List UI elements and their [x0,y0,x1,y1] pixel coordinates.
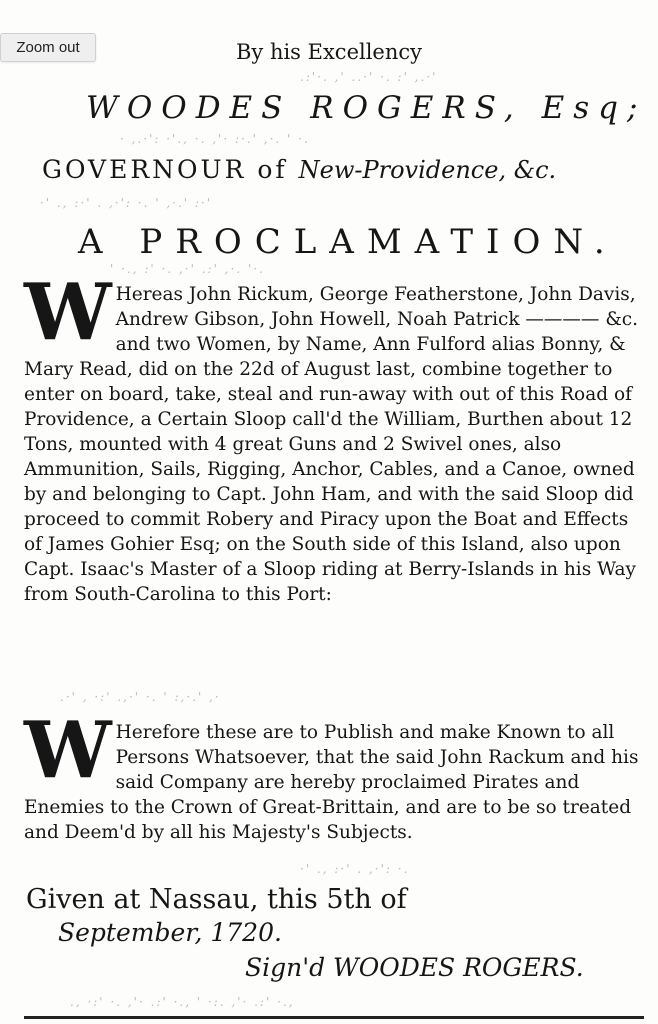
paragraph-text: Herefore these are to Publish and make Known to all Persons Whatsoever, that the said John Rackum and his said Company are hereby proclaimed Pirates and Enemies to the Crown of Great-Brittain, and are to be so treated and Deem'd by all his Majesty's Subjects. [24,722,639,843]
given-date: September, 1720. [58,918,282,947]
paragraph-whereas [24,267,646,607]
governor-name: WOODES ROGERS, Esq; [86,90,647,126]
governor-title [42,155,556,184]
excellency-line: By his Excellency [235,40,423,64]
faded-print-noise: ' ·., :' ·. ,·' .:' ,·. '·. [110,262,265,276]
paragraph-text: Hereas John Rickum, George Featherstone, John Davis, Andrew Gibson, John Howell, Noah Patrick ———— &c. and two Women, by Name, Ann Fulford alias Bonny, & Mary Read, did on the 22d of August last, combine together to enter on board, take, steal and run-away with out of this Road of Providence, a Certain Sloop call'd the William, Burthen about 12 Tons, mounted with 4 great Guns and 2 Swivel ones, also Ammunition, Sails, Rigging, Anchor, Cables, and a Canoe, owned by and belonging to Capt. John Ham, and with the said Sloop did proceed to commit Robery and Piracy upon the Boat and Effects of James Gohier Esq; on the South side of this Island, also upon Capt. Isaac's Master of a Sloop riding at Berry-Islands in his Way from South-Carolina to this Port: [24,284,639,605]
governor-title-prefix: GOVERNOUR of [42,155,288,184]
proclamation-heading: A PROCLAMATION. [78,222,618,262]
faded-print-noise: ·' ., :·' . ,·': ·. ' ,·.' :·' [40,196,213,210]
faded-print-noise: ·' ., :·' . ,·': ·. [300,862,410,876]
drop-cap: W [24,267,112,358]
faded-print-noise: ., ·:' ·. ,'· .:' ·., ' ·:. ,'· .:' ·., [70,995,295,1009]
faded-print-noise: · ,.·': ·'., ·. ,'· :·.' ,·. ' ·. [120,132,310,146]
faded-print-noise: .·' , ·:' .,·' ·. ' :,·.' ,· [60,690,221,704]
given-at-line: Given at Nassau, this 5th of [26,884,407,915]
drop-cap: W [24,705,112,796]
zoom-out-button[interactable]: Zoom out [0,33,96,62]
signature-line: Sign'd WOODES ROGERS. [245,953,584,982]
governor-title-place: New-Providence, &c. [298,156,557,184]
bottom-rule [24,1016,644,1019]
faded-print-noise: .:'·. ,' ..·' ·. :' ,.·' [300,70,438,84]
paragraph-wherefore [24,705,646,845]
